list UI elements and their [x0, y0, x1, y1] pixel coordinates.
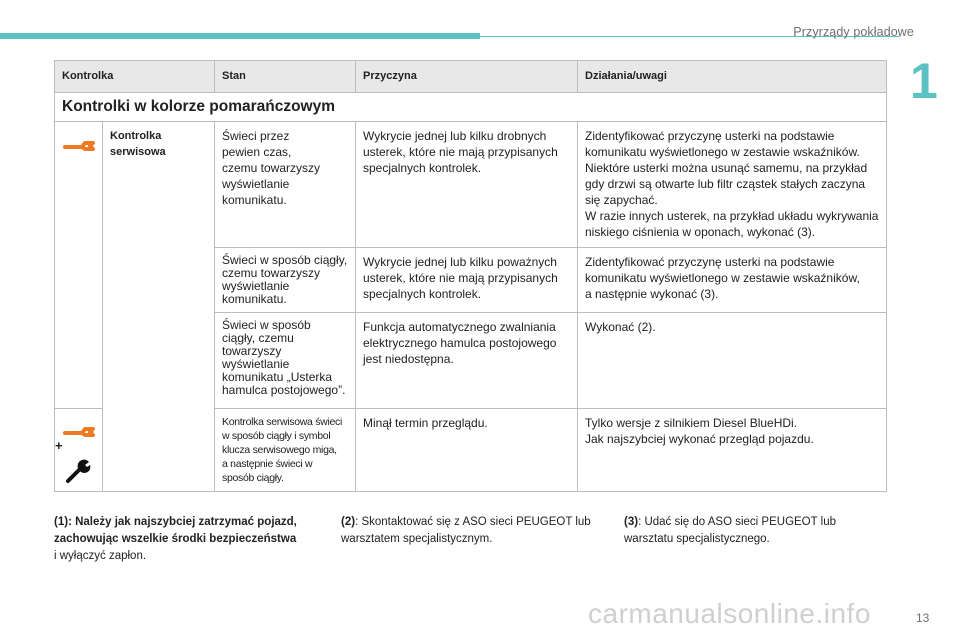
page-number: 13 — [916, 611, 930, 625]
row1-cause: Wykrycie jednej lub kilku drobnych usterek, które nie mają przypisanych specjalnych kontrolek. — [356, 122, 578, 248]
row2-cause: Wykrycie jednej lub kilku poważnych usterek, które nie mają przypisanych specjalnych kontrolek. — [356, 248, 578, 313]
footnote-1 — [54, 514, 299, 565]
row1-state: Świeci przez pewien czas, czemu towarzyszy wyświetlanie komunikatu. — [215, 122, 356, 248]
footnote-2-text: : Skontaktować się z ASO sieci PEUGEOT lub warsztatem specjalistycznym. — [341, 516, 591, 545]
service-icon-cell — [55, 122, 103, 409]
group-title: Kontrolki w kolorze pomarańczowym — [55, 93, 887, 122]
column-header-dzialania: Działania/uwagi — [578, 61, 887, 93]
row2-action: Zidentyfikować przyczynę usterki na podstawie komunikatu wyświetlonego w zestawie wskaźników, a następnie wykonać (3). — [578, 248, 887, 313]
watermark: carmanualsonline.info — [588, 598, 871, 629]
column-header-stan: Stan — [215, 61, 356, 93]
section-title: Przyrządy pokładowe — [793, 25, 914, 39]
column-header-przyczyna: Przyczyna — [356, 61, 578, 93]
group-title-row — [55, 93, 887, 122]
wrench-orange-icon — [62, 425, 96, 439]
row2-state: Świeci w sposób ciągły, czemu towarzyszy wyświetlanie komunikatu. — [215, 248, 356, 313]
footnote-3 — [624, 514, 874, 548]
row1-action: Zidentyfikować przyczynę usterki na podstawie komunikatu wyświetlonego w zestawie wskaźników. Niektóre usterki można usunąć samemu, na przykład gdy drzwi są otwarte lub filtr cząstek stałych zaczyna się zapychać. W razie innych usterek, na przykład układu wykrywania niskiego ciśnienia w oponach, wykonać (3). — [578, 122, 887, 248]
footnote-3-text: : Udać się do ASO sieci PEUGEOT lub warsztatu specjalistycznego. — [624, 516, 836, 545]
footnote-3-marker: (3) — [624, 516, 639, 528]
chapter-number: 1 — [910, 53, 938, 109]
row4-state: Kontrolka serwisowa świeci w sposób ciągły i symbol klucza serwisowego miga, a następnie świeci w sposób ciągły. — [215, 409, 356, 492]
footnote-1-marker: (1) — [54, 516, 69, 528]
footnote-2-marker: (2) — [341, 516, 356, 528]
maintenance-icon-cell — [55, 409, 103, 492]
row3-action: Wykonać (2). — [578, 313, 887, 409]
header-accent-bar — [0, 33, 480, 39]
wrench-black-icon — [64, 457, 94, 485]
column-header-kontrolka: Kontrolka — [55, 61, 215, 93]
plus-sign: + — [55, 438, 63, 453]
table-row — [55, 122, 887, 248]
wrench-orange-icon — [62, 138, 96, 154]
footnote-1-bold: : Należy jak najszybciej zatrzymać pojazd, zachowując wszelkie środki bezpieczeństwa — [54, 516, 297, 545]
footnote-2 — [341, 514, 601, 548]
warning-lights-table — [54, 60, 887, 492]
table-header-row — [55, 61, 887, 93]
row3-state: Świeci w sposób ciągły, czemu towarzyszy wyświetlanie komunikatu „Usterka hamulca postojowego”. — [215, 313, 356, 409]
footnote-1-rest: i wyłączyć zapłon. — [54, 550, 147, 562]
row3-cause: Funkcja automatycznego zwalniania elektrycznego hamulca postojowego jest niedostępna. — [356, 313, 578, 409]
row4-action: Tylko wersje z silnikiem Diesel BlueHDi. Jak najszybciej wykonać przegląd pojazdu. — [578, 409, 887, 492]
row4-cause: Minął termin przeglądu. — [356, 409, 578, 492]
service-label: Kontrolka serwisowa — [103, 122, 215, 492]
